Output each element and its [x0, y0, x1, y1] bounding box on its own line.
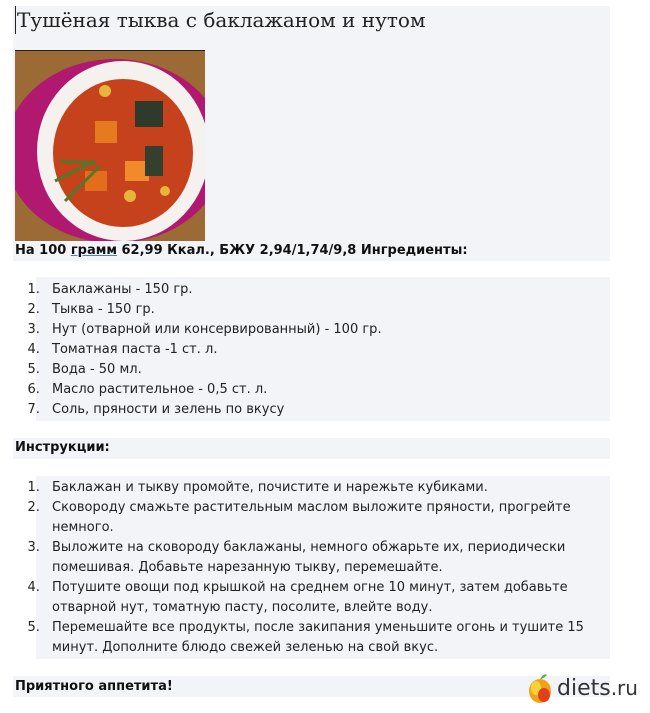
list-item: 3. Нут (отварной или консервированный) - 100 гр.: [44, 320, 604, 340]
nutrition-info: На 100 грамм 62,99 Ккал., БЖУ 2,94/1,74/9,8 Ингредиенты:: [15, 243, 468, 258]
list-item: 1. Баклажан и тыкву промойте, почистите и нарежьте кубиками.: [44, 478, 596, 498]
page-title: Тушёная тыква с баклажаном и нутом: [17, 8, 426, 32]
list-item: 7. Соль, пряности и зелень по вкусу: [44, 400, 604, 420]
grams-link[interactable]: грамм: [70, 243, 117, 258]
list-item: 2. Тыква - 150 гр.: [44, 300, 604, 320]
list-item: 5. Вода - 50 мл.: [44, 360, 604, 380]
list-item: 6. Масло растительное - 0,5 ст. л.: [44, 380, 604, 400]
list-item: 4. Потушите овощи под крышкой на среднем огне 10 минут, затем добавьте отварной нут, томатную пасту, посолите, влейте воду.: [44, 578, 596, 618]
recipe-photo: [15, 50, 205, 241]
list-item: 2. Сковороду смажьте растительным маслом выложите пряности, прогрейте немного.: [44, 498, 596, 538]
diets-logo: diets.ru: [527, 672, 638, 704]
apple-icon: [527, 672, 553, 704]
list-item: 5. Перемешайте все продукты, после закипания уменьшите огонь и тушите 15 минут. Дополните блюдо свежей зеленью на свой вкус.: [44, 618, 596, 658]
instructions-list: [0, 478, 596, 658]
list-item: 4. Томатная паста -1 ст. л.: [44, 340, 604, 360]
closing-text: Приятного аппетита!: [15, 679, 173, 694]
instructions-heading: Инструкции:: [15, 440, 110, 455]
list-item: 3. Выложите на сковороду баклажаны, немного обжарьте их, периодически помешивая. Добавьте нарезанную тыкву, перемешайте.: [44, 538, 596, 578]
list-item: 1. Баклажаны - 150 гр.: [44, 280, 604, 300]
ingredients-list: [0, 280, 604, 420]
